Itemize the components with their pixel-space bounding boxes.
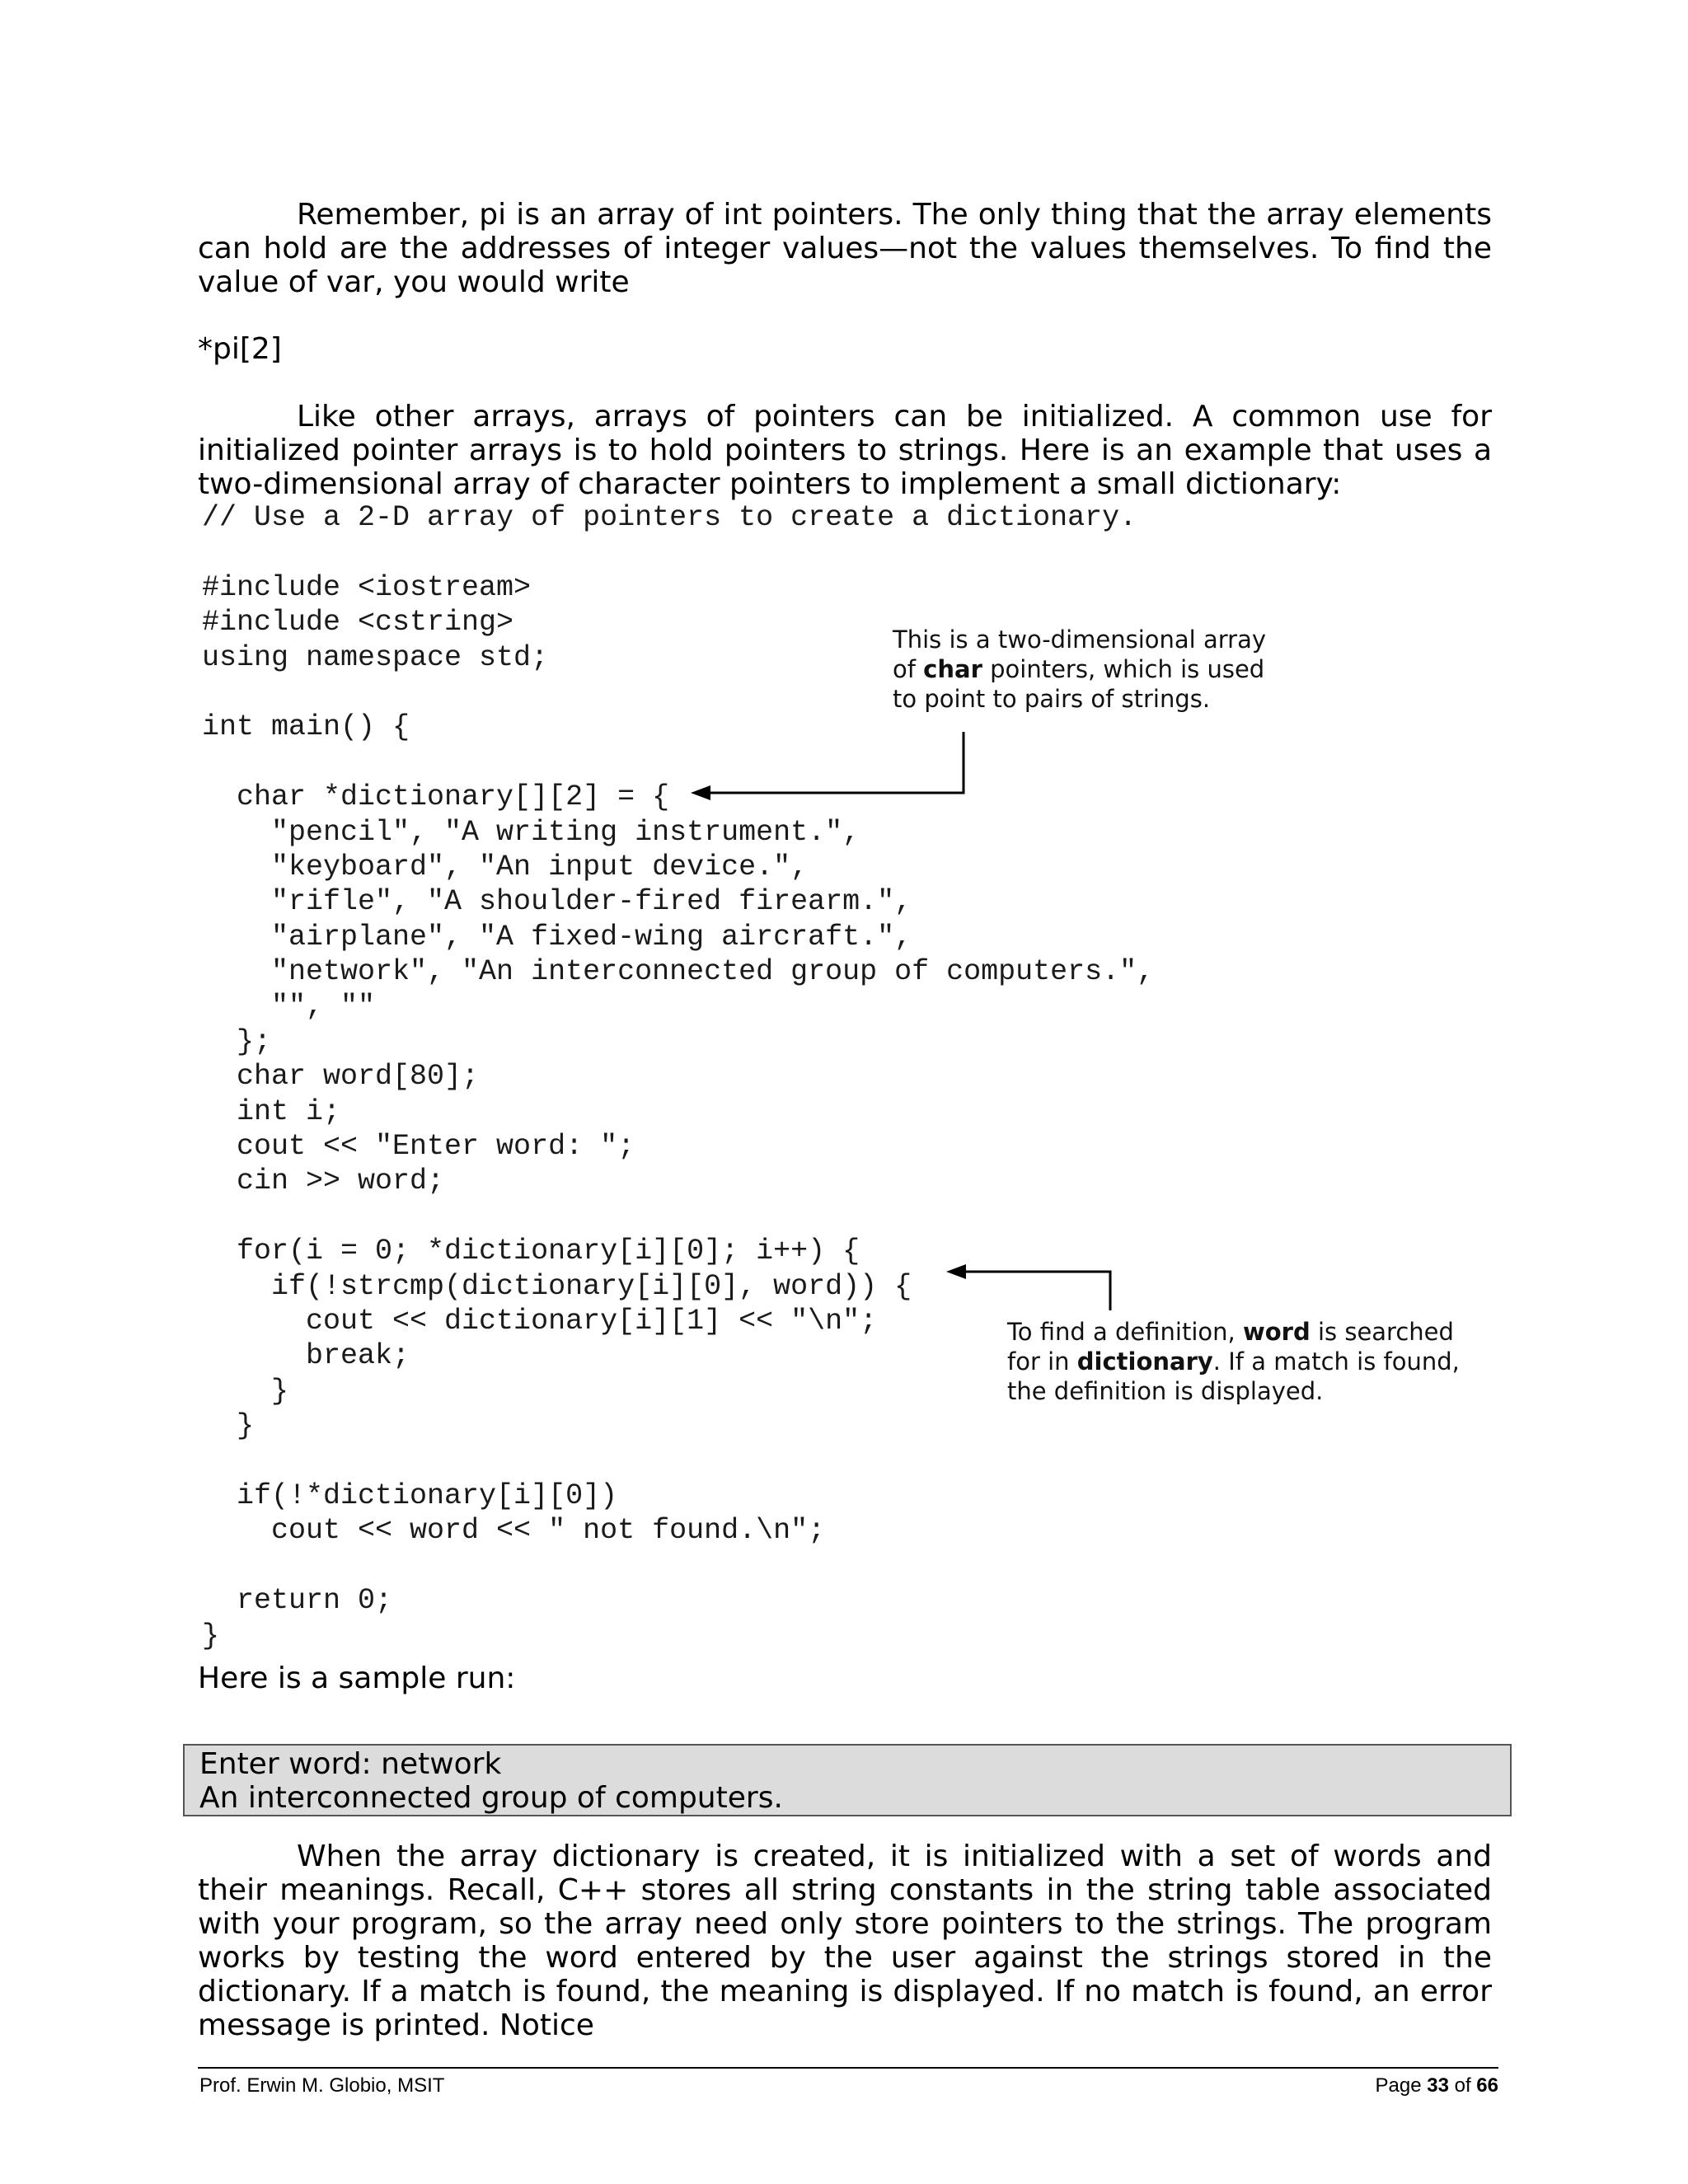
pointer-array-paragraph: Like other arrays, arrays of pointers can be initialized. A common use for initialized pointer arrays is to hold pointers to strings. Here is an example that uses a two-dimensional array of character pointers to implement a small dictionary:	[198, 400, 1492, 501]
code-line: char word[80];	[202, 1060, 480, 1094]
footer-page-number: Page 33 of 66	[1375, 2074, 1498, 2097]
code-line: "rifle", "A shoulder-fired firearm.",	[202, 885, 912, 919]
arrow-strcmp-line	[946, 1264, 1110, 1310]
output-line: An interconnected group of computers.	[199, 1781, 783, 1815]
annotation-two-dimensional-array: This is a two-dimensional array of char pointers, which is used to point to pairs of strings.	[893, 626, 1266, 713]
code-line: char *dictionary[][2] = {	[202, 780, 670, 814]
code-line: // Use a 2-D array of pointers to create a dictionary.	[202, 501, 1137, 534]
code-line: using namespace std;	[202, 640, 549, 674]
intro-paragraph: Remember, pi is an array of int pointers. The only thing that the array elements can hold are the addresses of integer values—not the values themselves. To find the value of var, you would write	[198, 198, 1492, 299]
code-line: cout << dictionary[i][1] << "\n";	[202, 1304, 878, 1338]
annotation-find-definition: To find a definition, word is searched for in dictionary. If a match is found, the definition is displayed.	[1007, 1318, 1460, 1405]
sample-output-box	[183, 1744, 1512, 1816]
explanation-paragraph: When the array dictionary is created, it is initialized with a set of words and their meanings. Recall, C++ stores all string constants in the string table associated with your program, so the array need only store pointers to the strings. The program works by testing the word entered by the user against the strings stored in the dictionary. If a match is found, the meaning is displayed. If no match is found, an error message is printed. Notice	[198, 1840, 1492, 2042]
code-line: }	[202, 1374, 289, 1408]
code-line: if(!strcmp(dictionary[i][0], word)) {	[202, 1269, 912, 1303]
sample-run-label: Here is a sample run:	[198, 1661, 516, 1695]
code-line: int i;	[202, 1094, 341, 1128]
footer-divider	[198, 2067, 1498, 2069]
code-line: cout << "Enter word: ";	[202, 1130, 635, 1164]
code-line: int main() {	[202, 710, 410, 744]
code-line: #include <iostream>	[202, 570, 532, 604]
arrow-dictionary-declaration	[691, 732, 964, 800]
code-line: "keyboard", "An input device.",	[202, 850, 809, 883]
code-line: };	[202, 1024, 272, 1058]
code-line: return 0;	[202, 1584, 393, 1618]
code-line: "network", "An interconnected group of computers.",	[202, 955, 1155, 989]
code-line: "pencil", "A writing instrument.",	[202, 815, 860, 849]
code-line: if(!*dictionary[i][0])	[202, 1479, 618, 1512]
code-line: "", ""	[202, 990, 376, 1024]
output-line: Enter word: network	[199, 1747, 502, 1781]
code-line: }	[202, 1409, 255, 1443]
code-line: cin >> word;	[202, 1165, 445, 1198]
code-line: cout << word << " not found.\n";	[202, 1514, 826, 1548]
code-line: for(i = 0; *dictionary[i][0]; i++) {	[202, 1235, 860, 1268]
expression-line: *pi[2]	[198, 332, 282, 366]
code-line: "airplane", "A fixed-wing aircraft.",	[202, 920, 912, 954]
code-line: }	[202, 1619, 220, 1652]
code-line: #include <cstring>	[202, 606, 514, 640]
footer-author: Prof. Erwin M. Globio, MSIT	[199, 2074, 445, 2097]
code-line: break;	[202, 1339, 410, 1373]
